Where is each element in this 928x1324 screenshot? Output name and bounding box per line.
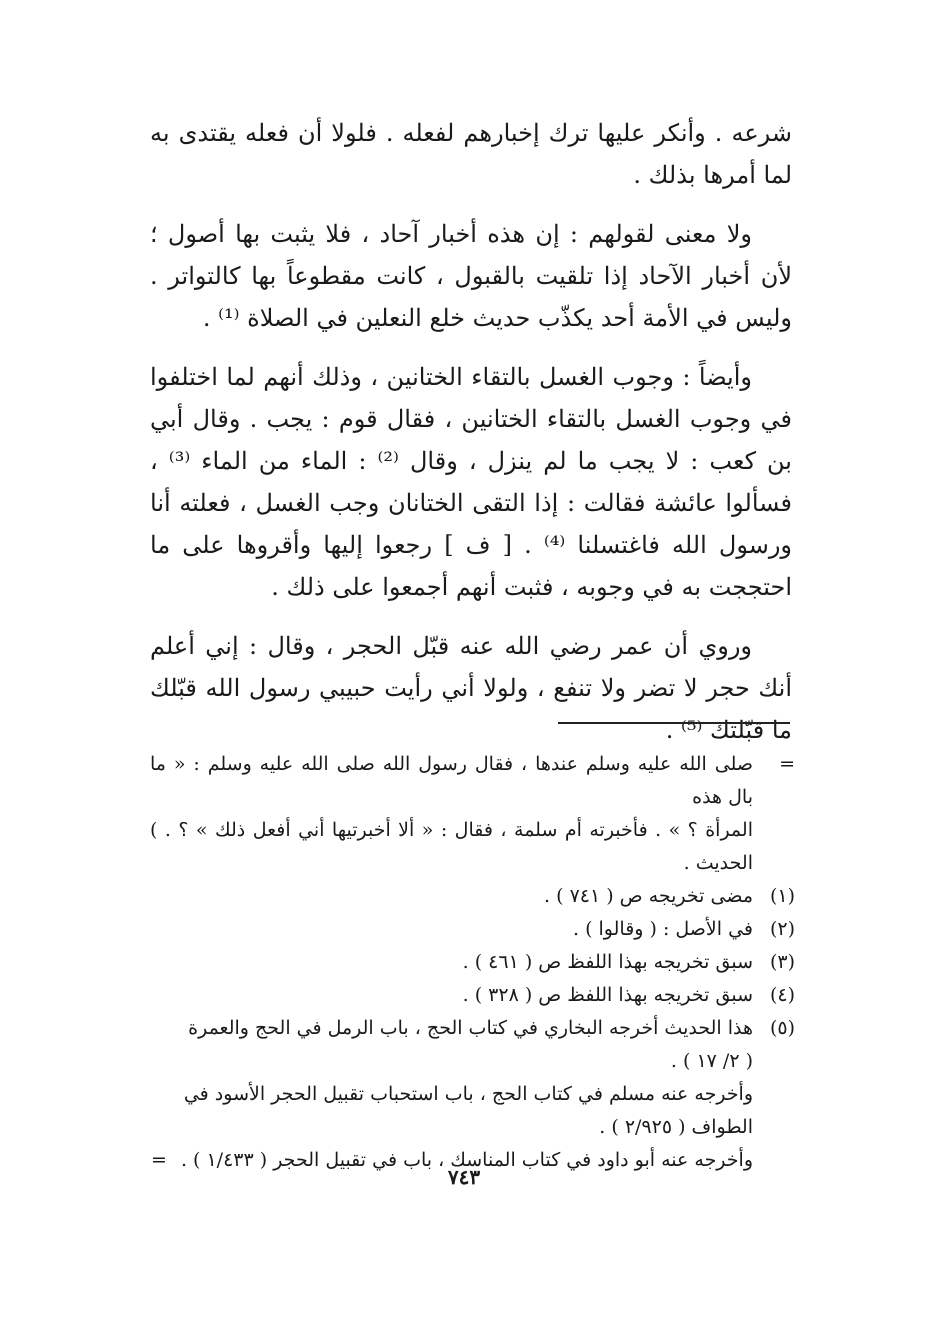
footnote-5 bbox=[150, 1012, 795, 1177]
footnote-marker: (٢) bbox=[769, 918, 795, 940]
footnote-3 bbox=[150, 946, 795, 979]
footnote-line: هذا الحديث أخرجه البخاري في كتاب الحج ، باب الرمل في الحج والعمرة bbox=[188, 1017, 753, 1039]
footnotes bbox=[150, 748, 795, 1177]
text-line: إليها وأقروها على ما احتججت به في وجوبه ، فثبت أنهم أجمعوا على ذلك . bbox=[150, 531, 792, 601]
footnote-text bbox=[150, 979, 753, 1012]
footnote-line: سبق تخريجه بهذا اللفظ ص ( ٤٦١ ) . bbox=[462, 951, 753, 973]
footnote-line: وأخرجه عنه مسلم في كتاب الحج ، باب استحباب تقبيل الحجر الأسود في bbox=[183, 1083, 753, 1105]
footnote-separator bbox=[558, 722, 790, 724]
text-line: حجر لا تضر ولا تنفع ، ولولا أني رأيت حبيبي رسول الله قبّلك ما bbox=[150, 674, 792, 744]
footnote-text bbox=[150, 1012, 753, 1177]
text-line: وجوب الغسل بالتقاء الختانين ، فقال قوم : يجب . وقال أبي بن كعب : لا bbox=[150, 405, 792, 475]
footnote-marker: (٤) bbox=[769, 984, 795, 1006]
text-line: وأيضاً : وجوب الغسل بالتقاء الختانين ، وذلك أنهم لما اختلفوا في bbox=[150, 363, 792, 433]
footnote-continuation bbox=[150, 748, 795, 880]
text-line: يجب ما لم ينزل ، وقال ⁽²⁾ : الماء من الماء ⁽³⁾ ، فسألوا عائشة فقالت : إذا bbox=[150, 447, 793, 517]
footnote-marker: (٥) bbox=[769, 1017, 795, 1039]
text-line: قبّلتك ⁽⁵⁾ . bbox=[665, 716, 765, 744]
paragraph bbox=[150, 625, 792, 751]
footnote-marker: (٣) bbox=[769, 951, 795, 973]
footnote-text bbox=[150, 946, 753, 979]
text-line: وروي أن عمر رضي الله عنه قبّل الحجر ، وقال : إني أعلم أنك bbox=[150, 632, 792, 702]
footnote-1 bbox=[150, 880, 795, 913]
continuation-mark: = bbox=[151, 1149, 167, 1171]
text-line: أخبار الآحاد إذا تلقيت بالقبول ، كانت مقطوعاً بها كالتواتر . وليس في bbox=[150, 262, 792, 332]
footnote-line: ( ٢/ ١٧ ) . bbox=[670, 1050, 753, 1072]
text-line: التقى الختانان وجب الغسل ، فعلته أنا ورسول الله فاغتسلنا ⁽⁴⁾ . [ ف ] رجعوا bbox=[150, 489, 793, 559]
footnote-text bbox=[150, 748, 753, 880]
footnote-line: صلى الله عليه وسلم عندها ، فقال رسول الله صلى الله عليه وسلم : « ما بال هذه bbox=[150, 753, 753, 808]
text-line: شرعه . وأنكر عليها ترك إخبارهم لفعله . فلولا أن فعله يقتدى به لما bbox=[150, 119, 792, 189]
paragraph bbox=[150, 112, 792, 196]
footnote-line: المرأة ؟ » . فأخبرته أم سلمة ، فقال : « ألا أخبرتيها أني أفعل ذلك » ؟ . ) الحديث . bbox=[150, 819, 753, 874]
main-text bbox=[150, 112, 792, 768]
footnote-4 bbox=[150, 979, 795, 1012]
footnote-line: في الأصل : ( وقالوا ) . bbox=[573, 918, 753, 940]
page-number: ٧٤٣ bbox=[447, 1165, 481, 1189]
paragraph bbox=[150, 213, 792, 339]
footnote-line: مضى تخريجه ص ( ٧٤١ ) . bbox=[544, 885, 753, 907]
text-line: ولا معنى لقولهم : إن هذه أخبار آحاد ، فلا يثبت بها أصول ؛ لأن bbox=[150, 220, 792, 290]
footnote-marker: (١) bbox=[769, 885, 795, 907]
footnote-line-text: وأخرجه عنه أبو داود في كتاب المناسك ، باب في تقبيل الحجر ( ١/٤٣٣ ) . bbox=[180, 1149, 753, 1171]
text-line: الأمة أحد يكذّب حديث خلع النعلين في الصلاة ⁽¹⁾ . bbox=[202, 304, 689, 332]
text-line: أمرها بذلك . bbox=[633, 161, 756, 189]
footnote-2 bbox=[150, 913, 795, 946]
footnote-text bbox=[150, 913, 753, 946]
footnote-text bbox=[150, 880, 753, 913]
paragraph bbox=[150, 356, 792, 608]
footnote-line: الطواف ( ٢/٩٢٥ ) . bbox=[599, 1116, 753, 1138]
footnote-marker: = bbox=[779, 753, 795, 775]
footnote-line: سبق تخريجه بهذا اللفظ ص ( ٣٢٨ ) . bbox=[462, 984, 753, 1006]
